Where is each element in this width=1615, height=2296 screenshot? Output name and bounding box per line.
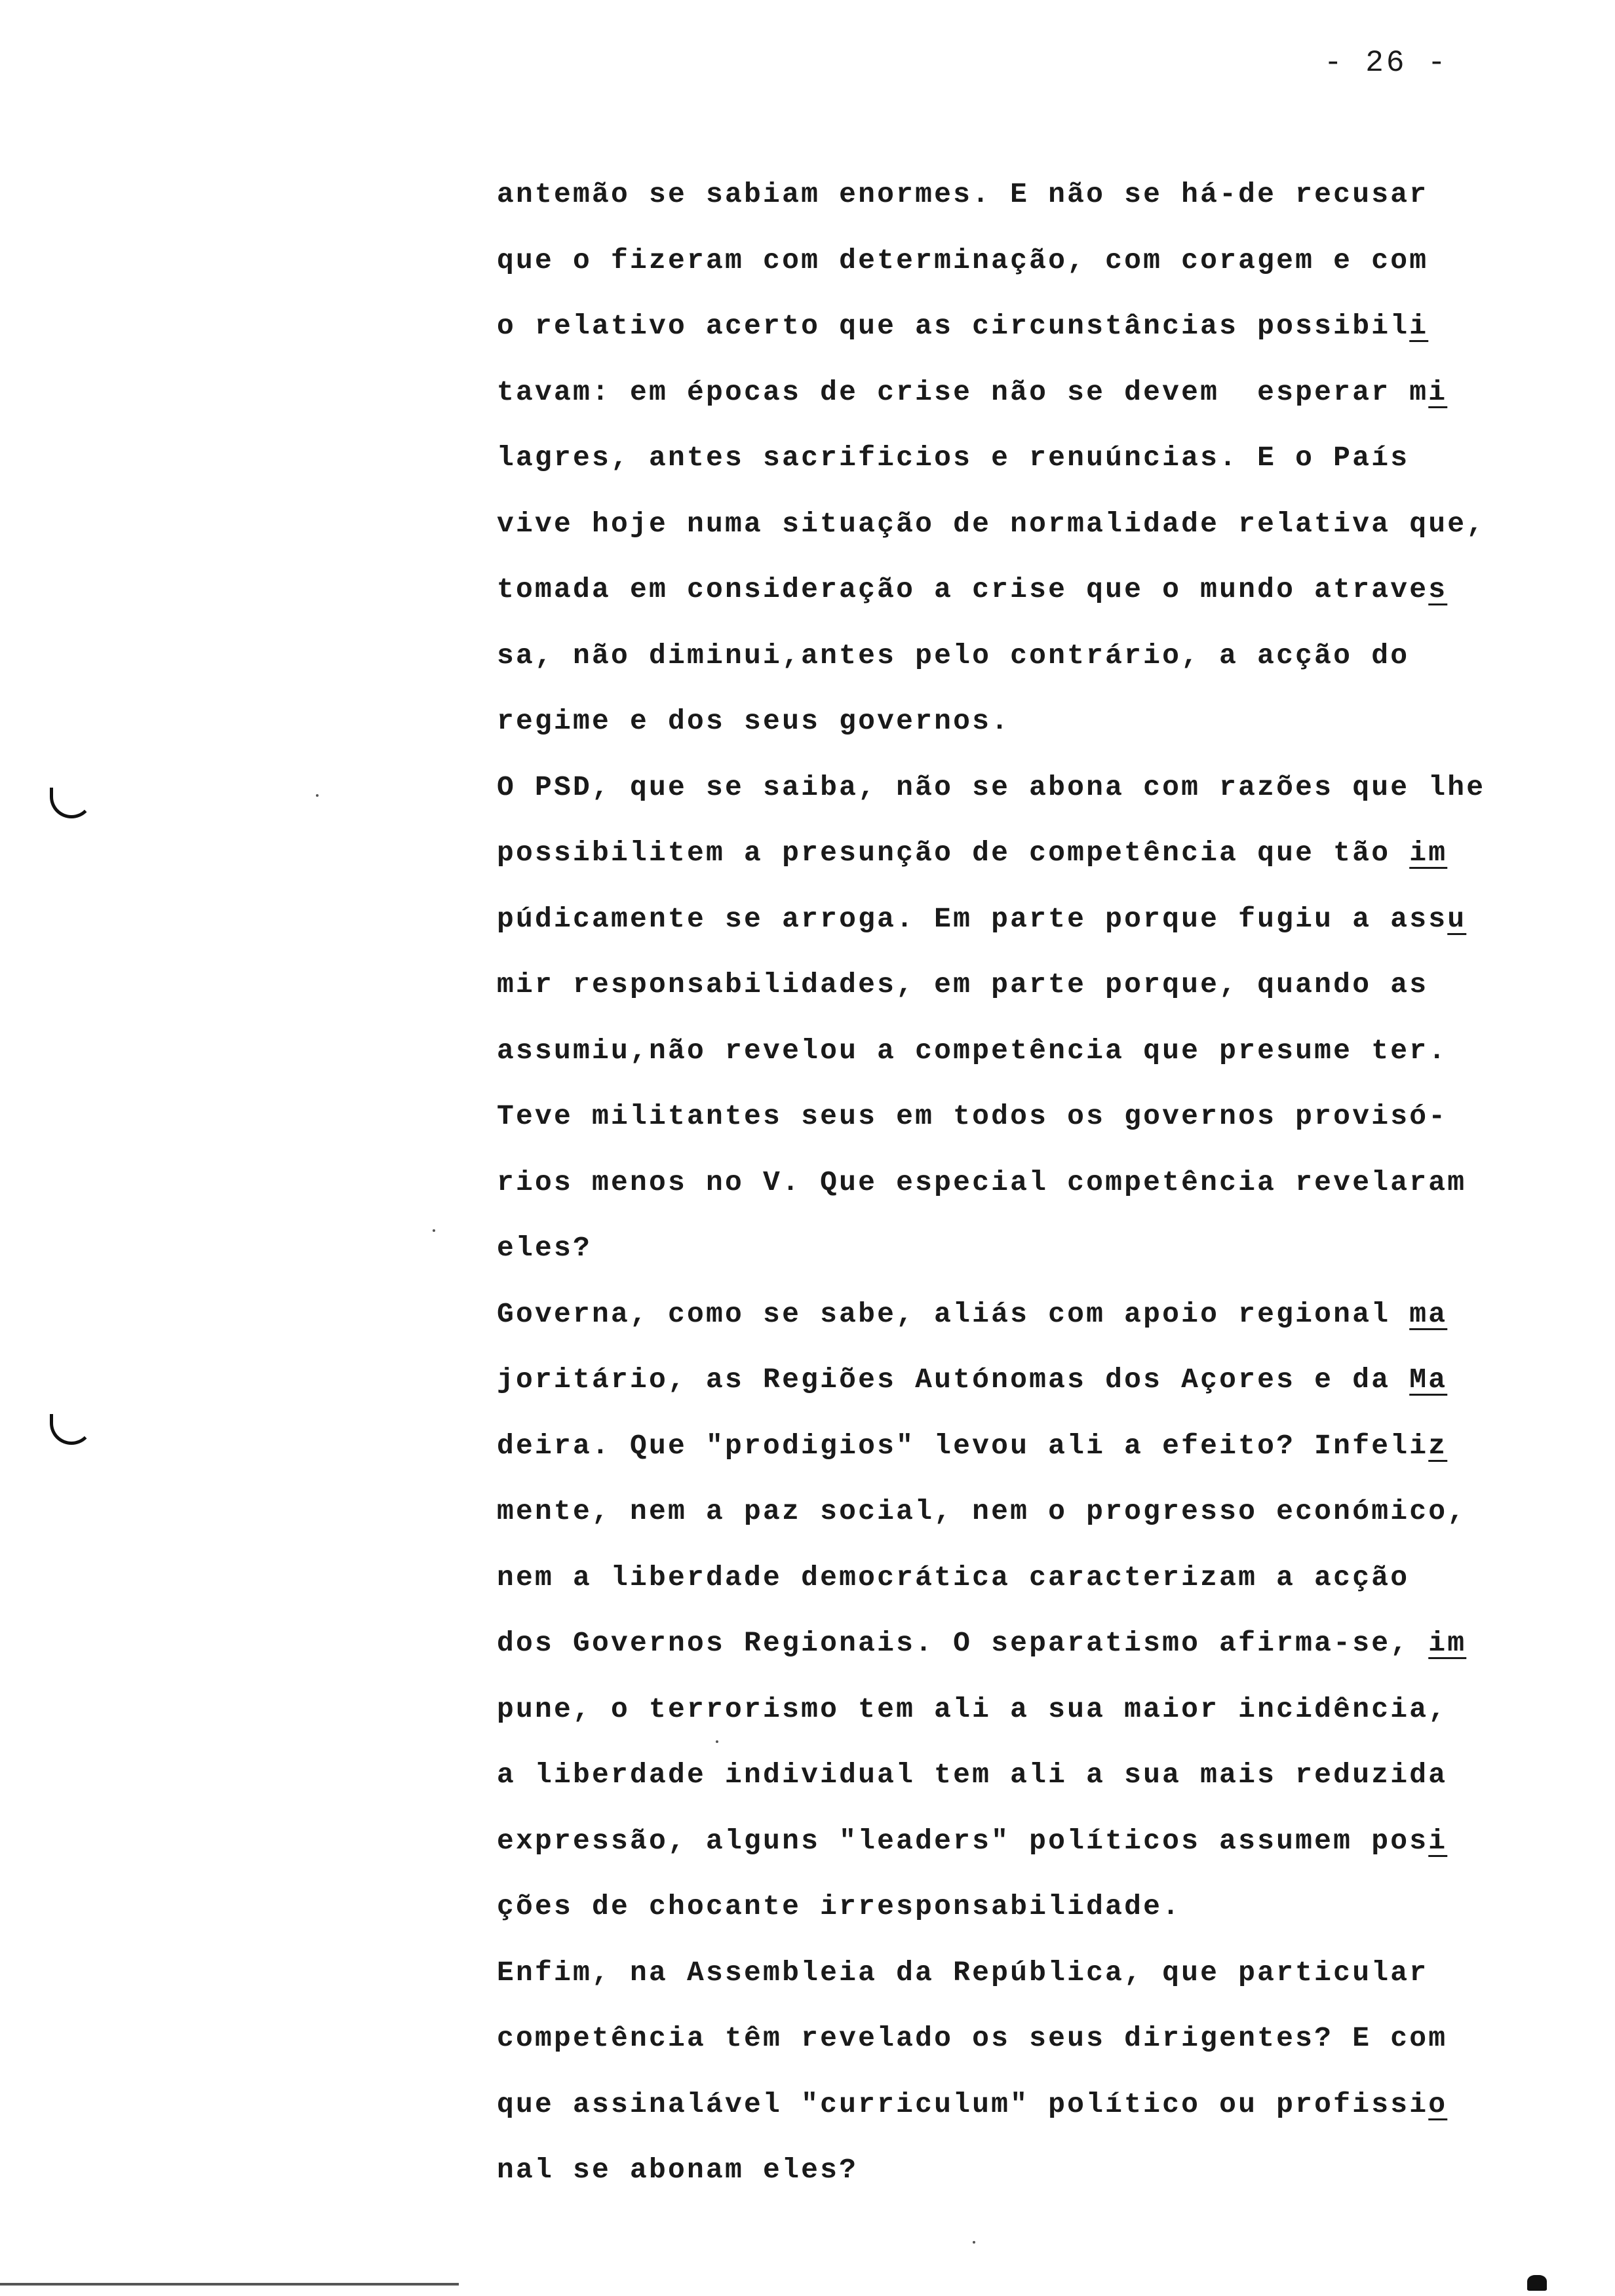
page-bottom-edge	[0, 2283, 459, 2286]
text-line: competência têm revelado os seus dirigentes? E com	[497, 2022, 1448, 2054]
text-line: lagres, antes sacrificios e renuúncias. E o País	[497, 442, 1410, 474]
text-line: púdicamente se arroga. Em parte porque fugiu a assu	[497, 902, 1467, 935]
text-line: sa, não diminui,antes pelo contrário, a acção do	[497, 639, 1410, 672]
page-number: - 26 -	[1324, 46, 1449, 80]
text-line: tomada em consideração a crise que o mundo atraves	[497, 573, 1448, 605]
text-line: joritário, as Regiões Autónomas dos Açores e da Ma	[497, 1364, 1448, 1396]
text-line: Governa, como se sabe, aliás com apoio regional ma	[497, 1297, 1448, 1330]
text-line: a liberdade individual tem ali a sua mais reduzida	[497, 1759, 1448, 1791]
text-line: possibilitem a presunção de competência que tão im	[497, 837, 1448, 869]
text-line: mente, nem a paz social, nem o progresso económico,	[497, 1495, 1467, 1527]
typed-text-block	[497, 172, 1598, 2213]
text-line: Teve militantes seus em todos os governos provisó-	[497, 1100, 1448, 1132]
text-line: assumiu,não revelou a competência que presume ter.	[497, 1034, 1448, 1067]
text-line: dos Governos Regionais. O separatismo afirma-se, im	[497, 1627, 1467, 1659]
text-line: tavam: em épocas de crise não se devem esperar mi	[497, 375, 1448, 408]
text-line: vive hoje numa situação de normalidade relativa que,	[497, 507, 1486, 540]
text-line: O PSD, que se saiba, não se abona com razões que lhe	[497, 771, 1486, 803]
text-line: nem a liberdade democrática caracterizam a acção	[497, 1561, 1410, 1594]
text-line: rios menos no V. Que especial competência revelaram	[497, 1166, 1467, 1198]
text-line: Enfim, na Assembleia da República, que particular	[497, 1956, 1429, 1989]
text-line: nal se abonam eles?	[497, 2154, 859, 2186]
binder-hole-mark	[50, 1414, 93, 1445]
text-line: pune, o terrorismo tem ali a sua maior incidência,	[497, 1693, 1448, 1725]
text-line: expressão, alguns "leaders" políticos assumem posi	[497, 1824, 1448, 1857]
scan-speck	[316, 794, 319, 797]
text-line: ções de chocante irresponsabilidade.	[497, 1890, 1182, 1923]
scan-speck	[433, 1229, 435, 1232]
scan-speck	[973, 2241, 975, 2244]
text-line: eles?	[497, 1232, 593, 1264]
text-line: deira. Que "prodigios" levou ali a efeito? Infeliz	[497, 1429, 1448, 1462]
text-line: que assinalável "curriculum" político ou profissio	[497, 2088, 1448, 2120]
text-line: mir responsabilidades, em parte porque, quando as	[497, 968, 1429, 1001]
ink-blot	[1527, 2275, 1547, 2291]
text-line: regime e dos seus governos.	[497, 705, 1011, 737]
scan-speck	[716, 1740, 718, 1743]
text-line: que o fizeram com determinação, com coragem e com	[497, 244, 1429, 277]
text-line: o relativo acerto que as circunstâncias possibili	[497, 310, 1429, 342]
binder-hole-mark	[50, 788, 93, 818]
text-line: antemão se sabiam enormes. E não se há-de recusar	[497, 178, 1429, 210]
